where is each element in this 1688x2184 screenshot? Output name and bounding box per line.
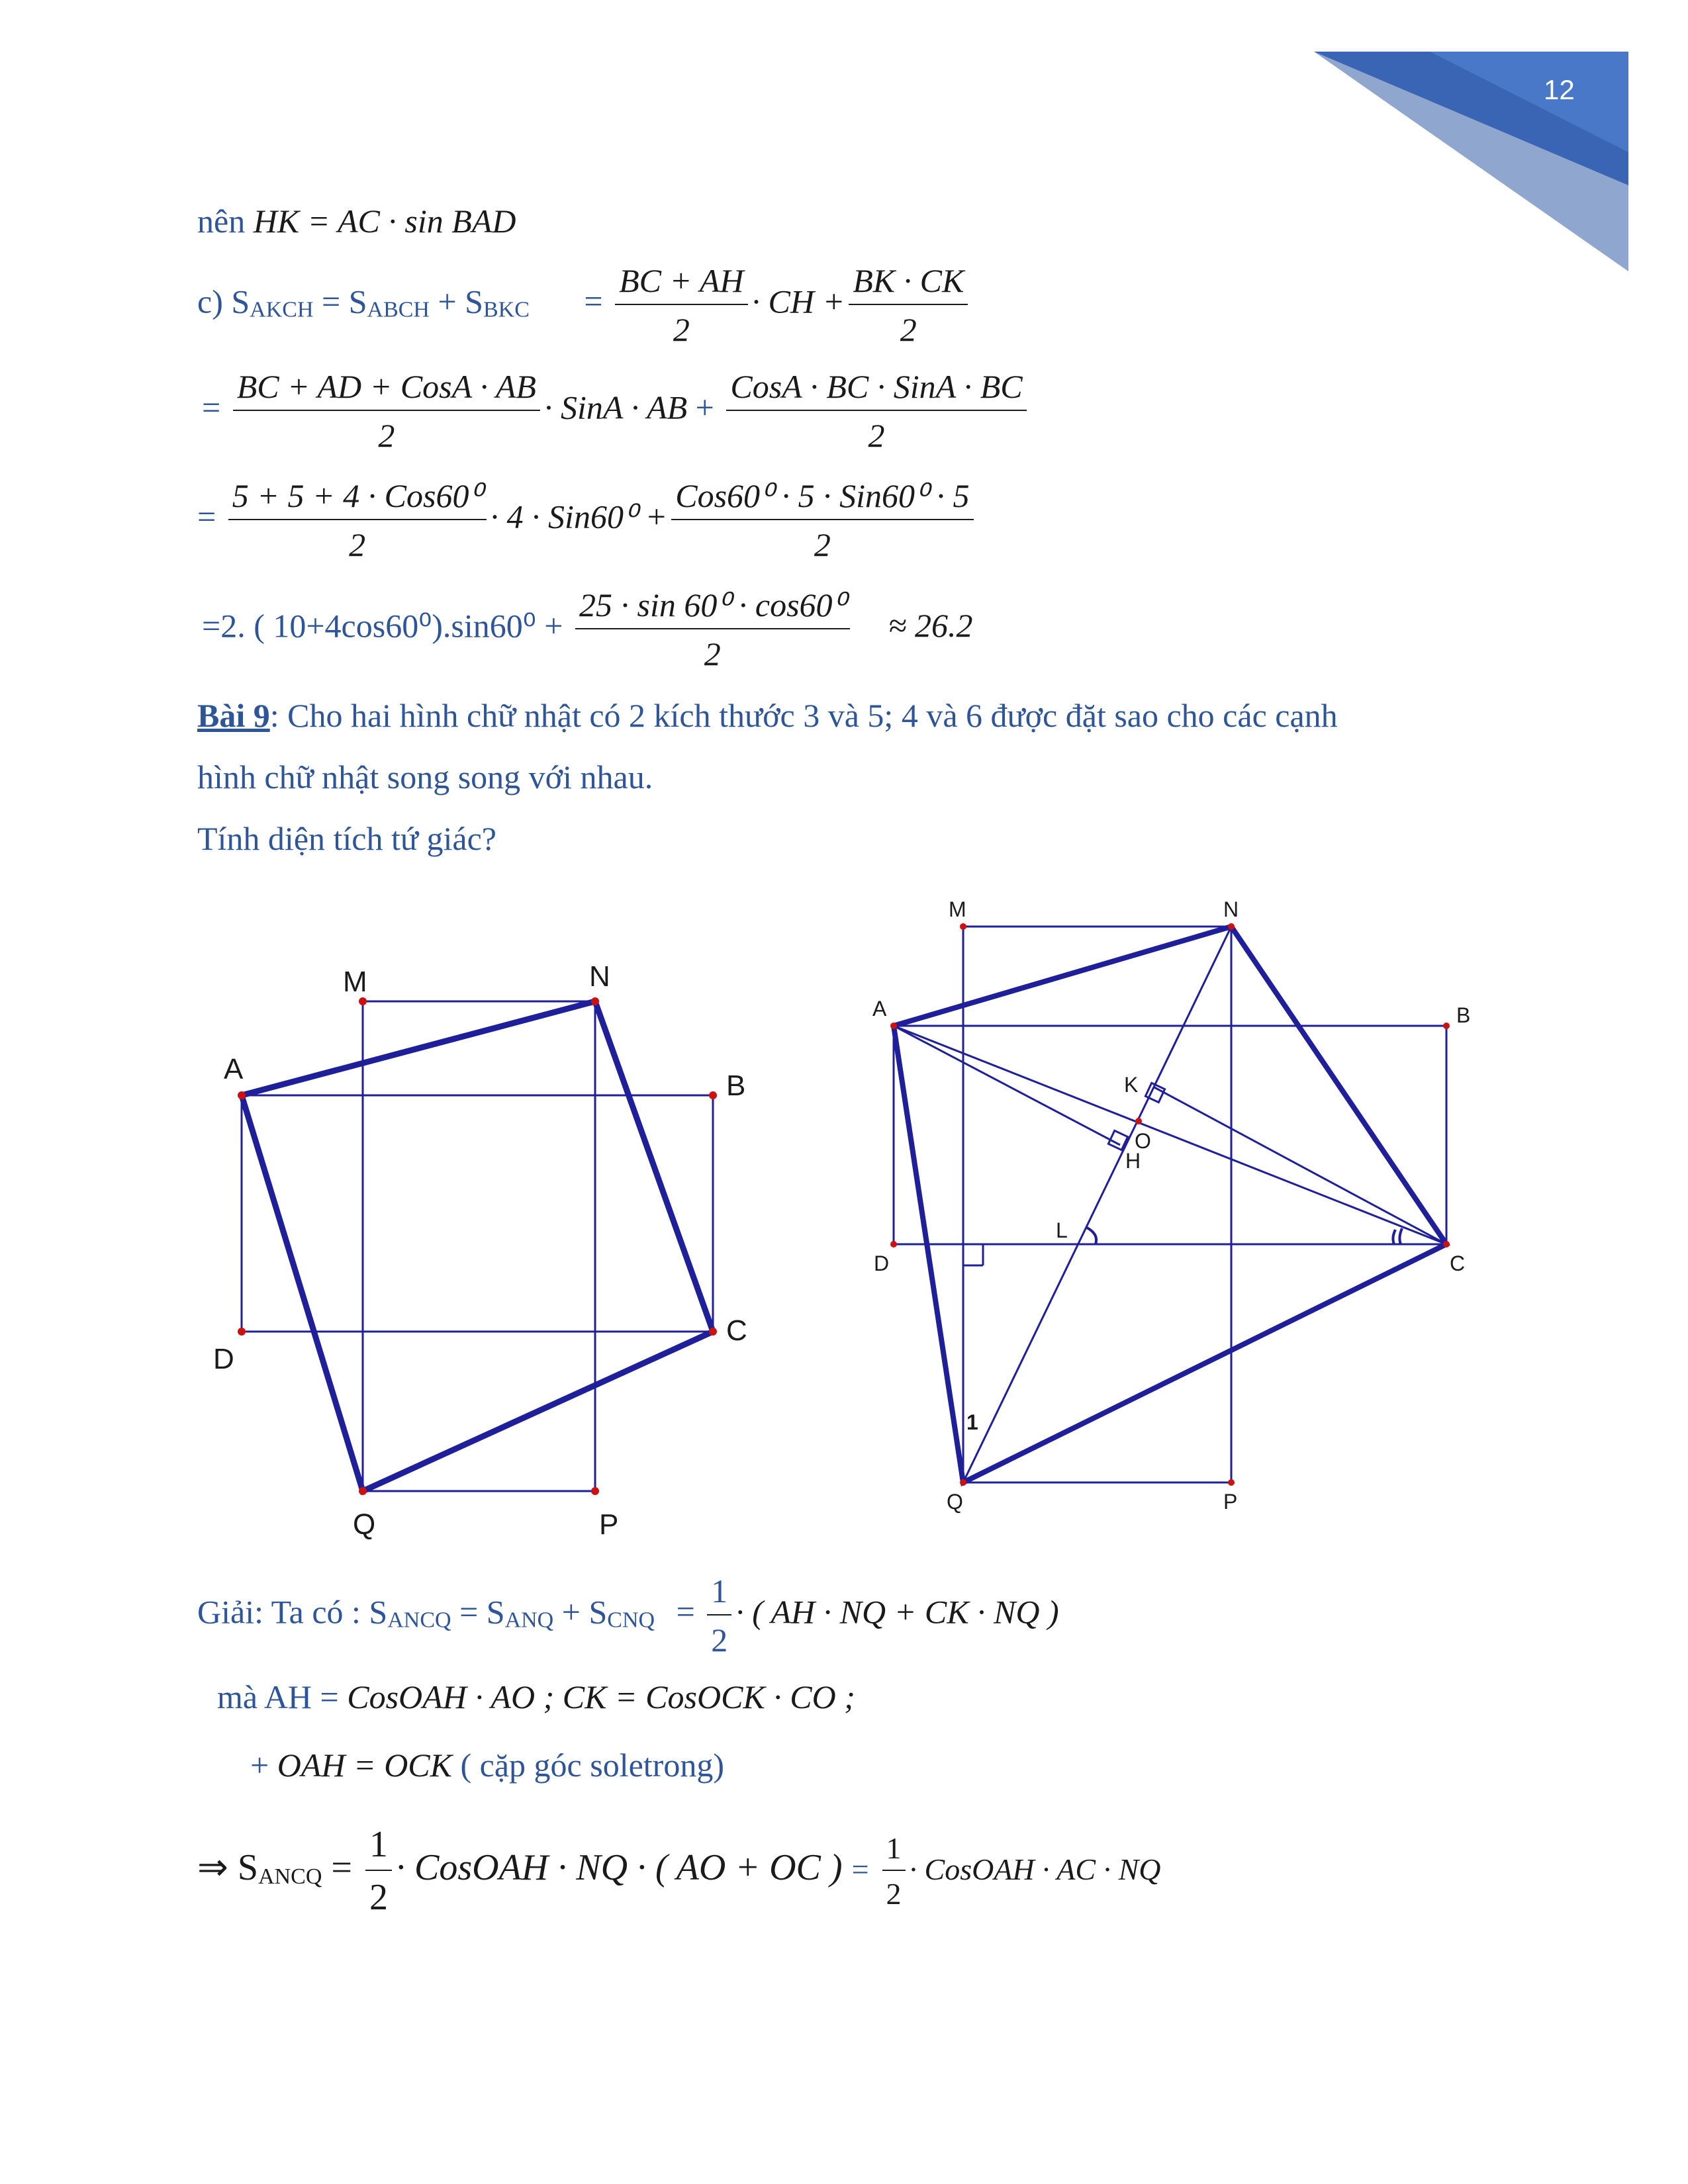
fig1-label-Q: Q	[353, 1508, 376, 1541]
fig1-label-N: N	[589, 960, 610, 993]
math-line-1	[197, 202, 516, 240]
segment-ck	[1153, 1087, 1446, 1244]
quad-ancq-2	[894, 927, 1446, 1482]
line4-f2-den: 2	[814, 526, 831, 563]
fig1-label-B: B	[726, 1069, 746, 1102]
fig2-label-K: K	[1124, 1073, 1139, 1097]
solution-line-2	[217, 1678, 855, 1716]
solution-equals: =	[676, 1593, 695, 1631]
line4-equals: =	[197, 498, 216, 535]
problem-line-3: Tính diện tích tứ giác?	[197, 820, 496, 857]
solution-frac-num: 1	[707, 1572, 731, 1615]
line2-f1-num: BC + AH	[615, 261, 747, 305]
line5-f-den: 2	[704, 635, 721, 672]
math-line-3	[202, 367, 1031, 455]
fig2-label-N: N	[1223, 897, 1239, 921]
line3-f1-num: BC + AD + CosA · AB	[233, 367, 540, 411]
solution-line-4	[197, 1823, 1161, 1919]
line3-f1-den: 2	[378, 417, 395, 454]
line3-fraction-1	[233, 367, 540, 455]
line3-equals: =	[202, 388, 221, 426]
solution-line3-prefix: +	[250, 1747, 269, 1784]
line2-fraction-1	[615, 261, 747, 349]
solution-sub-cnq: CNQ	[607, 1608, 655, 1633]
math-line-2	[197, 261, 972, 349]
line2-sub-abch: ABCH	[367, 297, 430, 322]
line1-formula: HK = AC · sin BAD	[253, 203, 516, 240]
solution-sub-anq: ANQ	[504, 1608, 554, 1633]
line4-mid: · 4 · Sin60⁰ +	[490, 498, 668, 535]
figure-1	[199, 940, 794, 1555]
fig2-label-B: B	[1456, 1003, 1471, 1027]
solution-line2-prefix: mà AH =	[217, 1678, 339, 1715]
rect-mnpq	[363, 1001, 595, 1491]
right-angle-d	[963, 1244, 983, 1265]
fig1-label-A: A	[224, 1053, 244, 1085]
line2-f1-den: 2	[673, 311, 690, 348]
line2-fraction-2	[849, 261, 968, 349]
fig2-label-L: L	[1056, 1218, 1068, 1242]
line2-prefix: c) S	[197, 283, 250, 320]
fig1-label-C: C	[726, 1314, 747, 1347]
fig2-label-O: O	[1135, 1129, 1151, 1153]
fig2-label-C: C	[1450, 1251, 1466, 1275]
problem-line-1	[197, 696, 1338, 735]
line5-fraction	[575, 586, 850, 673]
line4-f1-num: 5 + 5 + 4 · Cos60⁰	[228, 477, 487, 520]
fig1-label-P: P	[599, 1508, 619, 1541]
line2-equals: =	[584, 283, 603, 320]
line2-eq: = S	[313, 283, 367, 320]
solution-line4-f2-num: 1	[882, 1831, 906, 1871]
math-line-5	[202, 586, 973, 673]
quad-anc-q	[242, 1001, 713, 1491]
fig2-label-M: M	[949, 897, 966, 921]
problem-title: Bài 9	[197, 697, 270, 734]
diagonal-ac	[894, 1026, 1446, 1244]
fig2-label-Q: Q	[947, 1490, 963, 1514]
solution-line-1	[197, 1572, 1059, 1659]
figure-2	[861, 887, 1496, 1535]
line5-text: =2. ( 10+4cos60⁰).sin60⁰ +	[202, 607, 563, 645]
line2-f2-den: 2	[900, 311, 917, 348]
page-number: 12	[1544, 74, 1575, 105]
angle-mark-c	[1393, 1228, 1402, 1244]
fig2-label-P: P	[1223, 1490, 1238, 1514]
fig2-label-D: D	[874, 1251, 890, 1275]
solution-line4-f-den: 2	[369, 1877, 389, 1918]
line2-plus: + S	[429, 283, 483, 320]
line2-sub-bkc: BKC	[483, 297, 530, 322]
solution-prefix: Giải: Ta có : S	[197, 1593, 388, 1631]
line3-f2-num: CosA · BC · SinA · BC	[726, 367, 1026, 411]
line4-fraction-2	[671, 477, 973, 564]
segment-ah	[894, 1026, 1120, 1145]
solution-line4-expr2: · CosOAH · AC · NQ	[909, 1852, 1161, 1886]
line1-prefix: nên	[197, 203, 246, 240]
fig2-label-H: H	[1125, 1149, 1141, 1173]
solution-line4-arrow: ⇒ S	[197, 1846, 259, 1888]
solution-line-3	[250, 1746, 724, 1784]
line3-mid: · SinA · AB	[543, 388, 688, 426]
solution-line2-expr: CosOAH · AO ; CK = CosOCK · CO ;	[347, 1678, 855, 1715]
solution-plus: + S	[553, 1593, 608, 1631]
line3-f2-den: 2	[868, 417, 885, 454]
fig1-label-M: M	[343, 966, 367, 998]
line3-fraction-2	[726, 367, 1026, 455]
solution-fraction-half	[707, 1572, 731, 1659]
problem-text-1: : Cho hai hình chữ nhật có 2 kích thước 3 và 5; 4 và 6 được đặt sao cho các cạnh	[269, 697, 1338, 734]
solution-line3-note: ( cặp góc soletrong)	[460, 1747, 724, 1784]
line2-f2-num: BK · CK	[849, 261, 968, 305]
line4-f1-den: 2	[349, 526, 366, 563]
line5-result: ≈ 26.2	[888, 607, 973, 645]
solution-sub-ancq: ANCQ	[387, 1608, 451, 1633]
diagonal-nq	[963, 927, 1231, 1482]
fig2-label-one: 1	[966, 1410, 978, 1434]
angle-mark-l	[1087, 1228, 1096, 1244]
fig1-label-D: D	[213, 1343, 234, 1375]
line3-plus: +	[695, 388, 714, 426]
solution-line4-expr: · CosOAH · NQ · ( AO + OC )	[396, 1846, 843, 1888]
solution-line4-fraction	[365, 1823, 392, 1919]
line4-f2-num: Cos60⁰ · 5 · Sin60⁰ · 5	[671, 477, 973, 520]
line2-sub-akch: AKCH	[250, 297, 314, 322]
solution-line4-f-num: 1	[365, 1823, 392, 1871]
solution-frac-den: 2	[711, 1621, 728, 1659]
problem-line-2: hình chữ nhật song song với nhau.	[197, 758, 653, 796]
solution-line4-sub: ANCQ	[258, 1864, 322, 1889]
solution-expr-1: · ( AH · NQ + CK · NQ )	[735, 1593, 1059, 1631]
line2-mid: · CH +	[751, 283, 845, 320]
solution-line4-fraction-2	[882, 1831, 906, 1911]
solution-line4-eq: =	[331, 1846, 353, 1888]
math-line-4	[197, 477, 978, 564]
fig2-label-A: A	[872, 997, 887, 1021]
solution-eq: = S	[451, 1593, 505, 1631]
line5-f-num: 25 · sin 60⁰ · cos60⁰	[575, 586, 850, 629]
solution-line3-expr: OAH = OCK	[277, 1747, 453, 1784]
solution-line4-eq2: =	[851, 1852, 869, 1886]
solution-line4-f2-den: 2	[886, 1877, 902, 1911]
line4-fraction-1	[228, 477, 487, 564]
